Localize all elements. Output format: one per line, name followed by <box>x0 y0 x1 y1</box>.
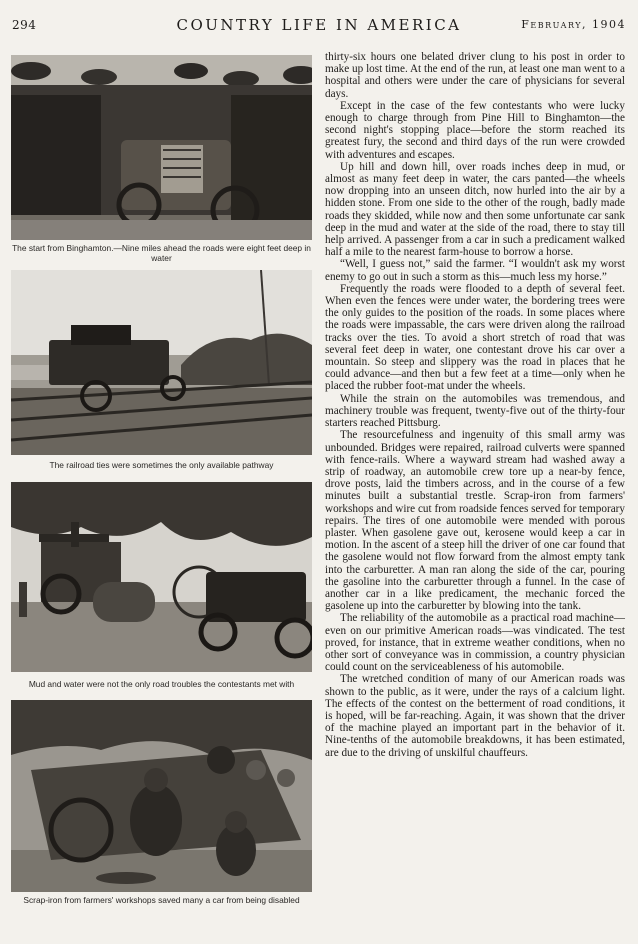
photo-railroad-ties <box>11 270 312 455</box>
paragraph: Except in the case of the few contestants who were lucky enough to charge through from Pine Hill to Binghamton—the second night's stopping place—before the storm reached its greatest fury, the second and third days of the run were crowded with adventures and escapes. <box>325 99 625 161</box>
paragraph: thirty-six hours one belated driver clung to his post in order to make up lost time. At the end of the run, at least one man went to a hospital and others were under the care of physicians for several days. <box>325 51 625 100</box>
running-header <box>12 16 626 36</box>
paragraph: The wretched condition of many of our American roads was shown to the public, as it were, under the rays of a calcium light. The effects of the contest on the betterment of road conditions, it is hoped, will be far-reaching. Again, it was shown that the driver of the machine played an important part in the behavior of it. Nine-tenths of the automobile breakdowns, it has been estimated, are due to the driving of unskilful chauffeurs. <box>325 673 625 759</box>
photo-start-binghamton <box>11 55 312 240</box>
paragraph: Up hill and down hill, over roads inches deep in mud, or almost as many feet deep in water, the cars panted—the wheels now dropping into an unseen ditch, now hurled into the air by a hidden stone. From one side to the other of the rough, badly made roads they skidded, while now and then some unfortunate car sank deep in the mud and water at the side of the road, there to stay till help arrived. A passenger from a car in such a predicament walked half a mile to the nearest farm-house to borrow a horse. <box>325 160 625 259</box>
page-number: 294 <box>12 18 37 32</box>
figure-caption: The start from Binghamton.—Nine miles ahead the roads were eight feet deep in water <box>12 243 311 263</box>
article-body <box>325 51 625 759</box>
photo-road-roller <box>11 482 312 672</box>
magazine-title: COUNTRY LIFE IN AMERICA <box>176 16 462 34</box>
paragraph: The reliability of the automobile as a practical road machine—even on our primitive American roads—was vindicated. The test proved, for instance, that in extreme weather conditions, when no other sort of conveyance was in commission, a country physician could count on the serviceableness of his automobile. <box>325 612 625 674</box>
paragraph: The resourcefulness and ingenuity of this small army was unbounded. Bridges were repaired, railroad culverts were spanned with fence-rails. Where a wayward stream had washed away a strip of roadway, an automobile crew tore up a near-by fence, drove posts, laid the timbers across, and in the course of a few minutes built a substantial trestle. Scrap-iron from farmers' workshops and wire cut from roadside fences served for temporary repairs. The tires of one automobile were mended with porous plaster. When gasolene gave out, kerosene would keep a car in motion. In the ascent of a steep hill the driver of one car found that the gasolene would not flow forward from the almost empty tank into the carburetter. A man ran along the side of the car, pouring the gasoline into the carburetter through a funnel. In the case of another car in a like predicament, the mechanic forced the gasolene up into the carburetter by blowing into the tank. <box>325 429 625 613</box>
paragraph: While the strain on the automobiles was tremendous, and machinery trouble was frequent, twenty-five out of the thirty-four starters reached Pittsburg. <box>325 392 625 430</box>
figure-caption: The railroad ties were sometimes the only available pathway <box>49 460 274 470</box>
issue-date: February, 1904 <box>521 18 626 31</box>
paragraph: Frequently the roads were flooded to a depth of several feet. When even the fences were under water, the bordering trees were the only guides to the position of the roads. In some places where the roads were impassable, the cars were driven along the railroad tracks over the ties. To avoid a short stretch of road that was several feet deep in water, one contestant drove his car over a mountain. So steep and slippery was the road in places that he could advance—and then but a few feet at a time—only when he placed the rubber foot-mat under the wheels. <box>325 282 625 393</box>
figure-caption: Mud and water were not the only road troubles the contestants met with <box>28 679 295 689</box>
paragraph: “Well, I guess not,” said the farmer. “I wouldn't ask my worst enemy to go out in such a storm as this—much less my horse.” <box>325 258 625 283</box>
photo-scrap-iron-repair <box>11 700 312 892</box>
figure-caption: Scrap-iron from farmers' workshops saved many a car from being disabled <box>23 895 300 905</box>
